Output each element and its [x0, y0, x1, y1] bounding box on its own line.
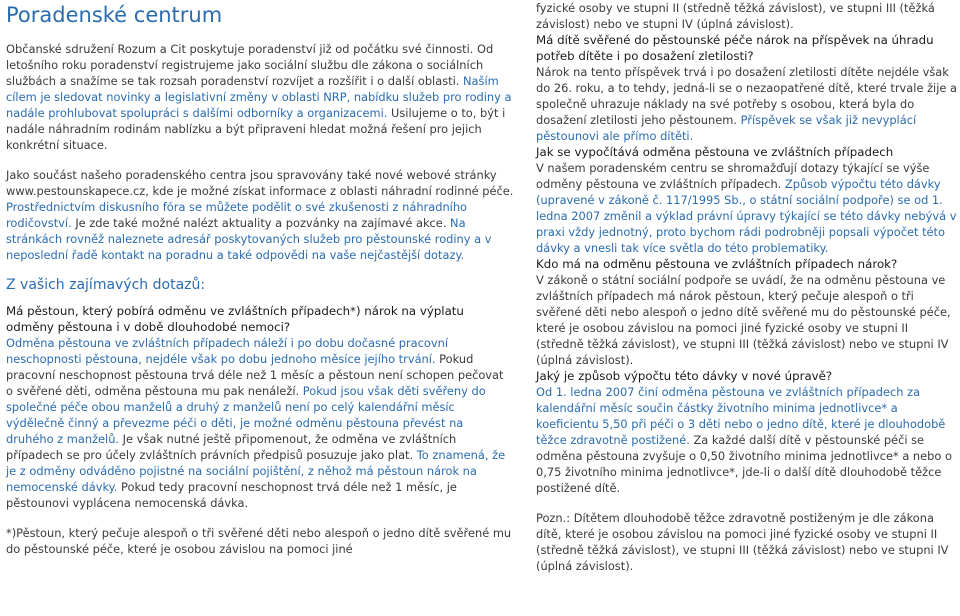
answer-1-text-5: To znamená, že je z odměny odváděno pojistné na sociální pojištění, z něhož má pěstoun nárok na nemocenské dávky. — [6, 448, 506, 494]
note: Pozn.: Dítětem dlouhodobě těžce zdravotně postiženým je dle zákona dítě, které je osobou závislou na pomoci jiné fyzické osoby ve stupni II (středně těžká závislost), ve stupni III (těžká závislost) nebo ve stupni IV (úplná závislost). — [536, 511, 949, 573]
right-column — [536, 0, 958, 574]
intro-text-3: Usilujeme o to, být i nadále náhradním rodinám nablízku a být připraveni hledat možná řešení pro jejich konkrétní situace. — [6, 106, 506, 152]
answer-2-text-2: Příspěvek se však již nevyplácí pěstounovi ale přímo dítěti. — [536, 113, 917, 143]
answer-3 — [536, 160, 958, 256]
web-text-1: Jako součást našeho poradenského centra jsou spravovány také nové webové stránky www.pestounskapece.cz, kde je možné získat informace z oblasti náhradní rodinné péče. — [6, 168, 514, 198]
answer-5-text-2: Za každé další dítě v pěstounské péči se odměna pěstouna zvyšuje o 0,50 životního minima jednotlivce* a nebo o 0,75 životního minima jednotlivce*, jde-li o další dítě dlouhodobě těžce postižené dítě. — [536, 433, 952, 495]
answer-1-text-6: Pokud tedy pracovní neschopnost trvá déle než 1 měsíc, je pěstounovi vyplácena nemocenská dávka. — [6, 480, 457, 510]
answer-1-text-2: Pokud pracovní neschopnost pěstouna trvá déle než 1 měsíc a pěstoun není schopen pečovat o svěřené děti, odměna pěstouna mu pak nenáleží. — [6, 352, 504, 398]
intro-text-2: Naším cílem je sledovat novinky a legislativní změny v oblasti NRP, nabídku služeb pro rodiny a nadále prohlubovat spolupráci s dalšími odborníky a organizacemi. — [6, 74, 512, 120]
intro-paragraph — [6, 41, 514, 153]
intro-text-1: Občanské sdružení Rozum a Cit poskytuje poradenství již od počátku své činnosti. Od letošního roku poradenství registrujeme jako sociální službu dle zákona o sociálních službách a snažíme se tak rozsah poradenství rozvíjet a rozšířit i o další oblasti. — [6, 42, 494, 88]
question-4: Kdo má na odměnu pěstouna ve zvláštních případech nárok? — [536, 257, 898, 271]
web-text-3: Je zde také možné nalézt aktuality a pozvánky na zajímavé akce. — [71, 216, 447, 230]
question-3: Jak se vypočítává odměna pěstouna ve zvláštních případech — [536, 145, 894, 159]
answer-1-text-4: Je však nutné ještě připomenout, že odměna ve zvláštních případech se pro účely zvláštních právních předpisů posuzuje jako plat. — [6, 432, 457, 462]
answer-1 — [6, 335, 514, 511]
question-2: Má dítě svěřené do pěstounské péče nárok na příspěvek na úhradu potřeb dítěte i po dosažení zletilosti? — [536, 33, 934, 63]
page-title: Poradenské centrum — [6, 3, 223, 27]
answer-5 — [536, 384, 958, 496]
answer-3-text-1: V našem poradenském centru se shromažďují dotazy týkající se výše odměny pěstouna ve zvláštních případech. — [536, 161, 930, 191]
answer-1-text-1: Odměna pěstouna ve zvláštních případech náleží i po dobu dočasné pracovní neschopnosti pěstouna, nejdéle však po dobu jednoho měsíce jejího trvání. — [6, 336, 449, 366]
web-text-4: Na stránkách rovněž naleznete adresář poskytovaných služeb pro pěstounské rodiny a v neposlední řadě kontakt na poradnu a také odpovědi na vaše nejčastější dotazy. — [6, 216, 492, 262]
answer-4: V zákoně o státní sociální podpoře se uvádí, že na odměnu pěstouna ve zvláštních případech má nárok pěstoun, který pečuje alespoň o tři svěřené děti nebo alespoň o jedno dítě svěřené mu do pěstounské péče, které je osobou závislou na pomoci jiné fyzické osoby ve stupni II (středně těžká závislost), ve stupni III (těžká závislost) nebo ve stupni IV (úplná závislost). — [536, 273, 951, 367]
footnote: *)Pěstoun, který pečuje alespoň o tři svěřené děti nebo alespoň o jedno dítě svěřené mu do pěstounské péče, které je osobou závislou na pomoci jiné — [6, 526, 512, 556]
question-5: Jaký je způsob výpočtu této dávky v nové úpravě? — [536, 369, 833, 383]
answer-5-text-1: Od 1. ledna 2007 činí odměna pěstouna ve zvláštních případech za kalendářní měsíc součin částky životního minima jednotlivce* a koeficientu 5,50 při péči o 3 děti nebo o jedno dítě, které je dlouhodobě těžce zdravotně postižené. — [536, 385, 946, 447]
footnote-continued: fyzické osoby ve stupni II (středně těžká závislost), ve stupni III (těžká závislost) nebo ve stupni IV (úplná závislost). — [536, 1, 935, 31]
web-paragraph — [6, 167, 514, 263]
question-1: Má pěstoun, který pobírá odměnu ve zvláštních případech*) nárok na výplatu odměny pěstouna i v době dlouhodobé nemoci? — [6, 304, 464, 334]
answer-3-text-2: Způsob výpočtu této dávky (upravené v zákoně č. 117/1995 Sb., o státní sociální podpoře) se od 1. ledna 2007 změnil a výklad právní úpravy týkající se této dávky nebývá v praxi vždy jednotný, proto bychom rádi podrobněji popsali výpočet této dávky a vnesli tak více světla do této problematiky. — [536, 177, 957, 255]
answer-2-text-1: Nárok na tento příspěvek trvá i po dosažení zletilosti dítěte nejdéle však do 26. roku, a to tehdy, jedná-li se o nezaopatřené dítě, které trvale žije a společně uhrazuje náklady na své potřeby s osobou, která byla do dosažení zletilosti jeho pěstounem. — [536, 65, 957, 127]
web-text-2: Prostřednictvím diskusního fóra se můžete podělit o své zkušenosti z náhradního rodičovství. — [6, 200, 468, 230]
answer-1-text-3: Pokud jsou však děti svěřeny do společné péče obou manželů a druhý z manželů není po celý kalendářní měsíc výdělečně činný a převezme péči o děti, je možné odměnu pěstouna převést na druhého z manželů. — [6, 384, 486, 446]
questions-subtitle: Z vašich zajímavých dotazů: — [6, 277, 206, 293]
answer-2 — [536, 64, 958, 144]
left-column — [6, 0, 514, 557]
